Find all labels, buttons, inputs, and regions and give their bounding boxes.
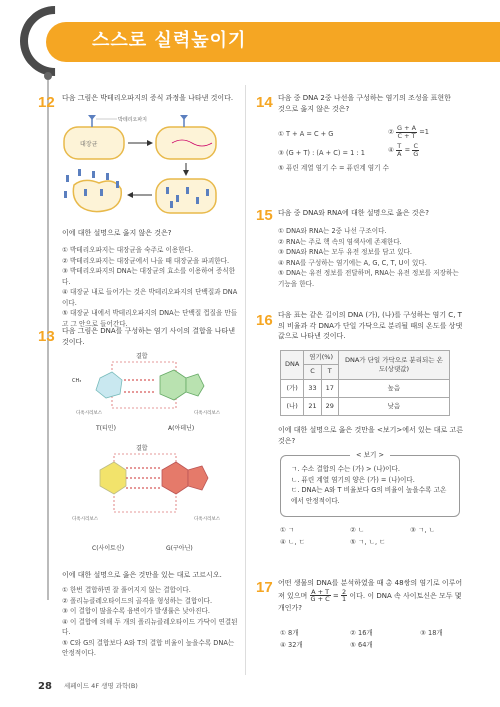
question-number-16: 16 [256,312,273,329]
table-header-temp: DNA가 단일 가닥으로 분리되는 온도(상댓값) [338,351,449,380]
choice[interactable]: ④ 32개 [280,641,303,649]
question-17-text: 어떤 생물의 DNA를 분석하였을 때 총 48쌍의 염기로 이루어져 있으며 $\frac{A + T}{G + C}$ = $\frac{2}{1}$ 이다. 이 DNA 속 사이토신은 모두 몇 개인가? [278,579,463,612]
choice[interactable]: ⑤ 대장균 내에서 박테리오파지의 DNA는 단백질 껍질을 만들고 그 안으로 들어간다. [62,309,238,328]
page-title: 스스로 실력높이기 [92,30,247,51]
choice[interactable]: ③ 박테리오파지의 DNA는 대장균의 효소를 이용하여 증식한다. [62,267,236,286]
choice[interactable]: ③ (G + T) : (A + C) = 1 : 1 [278,149,365,157]
table-header-c: C [304,365,321,379]
bogi-box [280,451,460,517]
svg-text:CH₃: CH₃ [72,378,82,384]
question-17-choices [280,628,470,652]
question-number-15: 15 [256,207,273,224]
choice[interactable]: ① DNA와 RNA는 2중 나선 구조이다. [278,227,387,235]
choice[interactable]: ⑤ DNA는 유전 정보를 전달하며, RNA는 유전 정보를 저장하는 기능을 한다. [278,269,459,288]
choice[interactable]: ① 8개 [280,629,299,637]
choice[interactable]: ② 16개 [350,629,373,637]
choice[interactable]: ④ 대장균 내로 들어가는 것은 박테리오파지의 단백질과 DNA이다. [62,288,238,307]
question-14-text: 다음 중 DNA 2중 나선을 구성하는 염기의 조성을 표현한 것으로 옳지 않은 것은? [278,94,451,113]
choice[interactable]: ① 박테리오파지는 대장균을 숙주로 이용한다. [62,246,194,254]
choice[interactable]: ① T + A = C + G [278,130,334,138]
bogi-title: < 보기 > [350,450,390,461]
question-12-choices [62,245,240,329]
question-16-prompt: 이에 대한 설명으로 옳은 것만을 <보기>에서 있는 대로 고른 것은? [278,426,464,445]
choice[interactable]: ④ RNA를 구성하는 염기에는 A, G, C, T, U이 있다. [278,258,427,267]
question-number-13: 13 [38,328,55,345]
page-number: 28 [38,681,52,692]
question-12-text: 다음 그림은 박테리오파지의 증식 과정을 나타낸 것이다. [62,94,234,102]
choice[interactable]: ④ 이 결합에 의해 두 개의 폴리뉴클레오타이드 가닥이 연결된다. [62,617,238,637]
dna-table [280,350,450,416]
choice[interactable]: ⑤ 64개 [350,641,373,649]
question-12-prompt: 이에 대한 설명으로 옳지 않은 것은? [62,229,172,237]
choice[interactable]: ③ 이 결합이 많을수록 융변이가 발생률은 낮아진다. [62,607,210,616]
choice[interactable]: ③ ㄱ, ㄴ [410,526,435,534]
g-label: G(구아닌) [166,545,193,552]
question-number-14: 14 [256,94,273,111]
table-row: (나) 21 29 낮음 [281,397,450,415]
choice[interactable]: ② ㄴ [350,526,365,534]
question-16-choices [280,525,470,549]
deoxyribose-label: 디옥시리보스 [72,517,99,522]
choice[interactable]: ⑤ 퓨린 계열 염기 수 = 퓨린계 염기 수 [278,164,390,172]
choice[interactable]: ② $\frac{G + A}{C + T}$ =1 [388,124,429,140]
bond-label: 결합 [136,353,148,360]
deoxyribose-label: 디옥시리보스 [194,517,221,522]
bogi-item: ㄴ. 퓨린 계열 염기의 양은 (가) = (나)이다. [291,475,415,484]
t-label: T(티민) [96,425,116,432]
choice[interactable]: ③ 18개 [420,629,443,637]
book-title: 세페이드 4F 생명 과학(B) [64,682,138,690]
column-divider [245,85,246,675]
phage-label: 박테리오파지 [118,117,147,123]
choice[interactable]: ② 폴리뉴클레오타이드의 골격을 형성하는 결합이다. [62,596,213,605]
bogi-item: ㄷ. DNA는 A와 T 비율보다 G의 비율이 높을수록 고온에서 안정적이다. [291,486,447,505]
question-13-prompt: 이에 대한 설명으로 옳은 것만을 있는 대로 고르시오. [62,571,222,579]
phage-replication-figure [62,115,237,225]
question-number-17: 17 [256,579,273,596]
question-14-choices [278,125,468,174]
question-number-12: 12 [38,94,55,111]
deoxyribose-label: 디옥시리보스 [194,411,221,416]
question-16-text: 다음 표는 같은 길이의 DNA (가), (나)를 구성하는 염기 C, T의 비율과 각 DNA가 단일 가닥으로 분리될 때의 온도를 상댓값으로 나타낸 것이다. [278,311,463,340]
bond-label: 결합 [136,445,148,452]
choice[interactable]: ③ DNA와 RNA는 모두 유전 정보를 담고 있다. [278,248,413,257]
question-15-text: 다음 중 DNA와 RNA에 대한 설명으로 옳은 것은? [278,209,430,217]
c-label: C(사이토신) [92,545,125,552]
question-13-text: 다음 그림은 DNA를 구성하는 염기 사이의 결합을 나타낸 것이다. [62,327,235,346]
a-label: A(아데닌) [168,425,195,432]
bogi-item: ㄱ. 수소 결합의 수는 (가) > (나)이다. [291,465,401,473]
table-header-dna: DNA [281,351,304,380]
choice[interactable]: ① ㄱ [280,526,295,534]
choice[interactable]: ④ $\frac{T}{A}$ = $\frac{C}{G}$ [388,142,419,158]
choice[interactable]: ① 한번 결합하면 잘 풀어지지 않는 결합이다. [62,586,191,594]
choice[interactable]: ④ ㄴ, ㄷ [280,538,305,546]
choice[interactable]: ⑤ ㄱ, ㄴ, ㄷ [350,538,386,546]
header-dot [44,72,52,80]
question-15-choices [278,226,466,289]
table-row: (가) 33 17 높음 [281,379,450,397]
choice[interactable]: ② RNA는 주로 핵 속의 염색사에 존재한다. [278,237,402,246]
choice[interactable]: ⑤ C와 G의 결합보다 A와 T의 결합 비율이 높을수록 DNA는 안정적이다. [62,638,235,658]
choice[interactable]: ② 박테리오파지는 대장균에서 나올 때 대장균을 파괴한다. [62,256,230,265]
table-header-t: T [321,365,338,379]
bacteria-label: 대장균 [80,141,98,148]
deoxyribose-label: 디옥시리보스 [76,411,103,416]
question-13-choices [62,585,242,659]
base-pairing-figure [62,352,237,562]
table-header-ratio: 염기(%) [304,351,339,365]
